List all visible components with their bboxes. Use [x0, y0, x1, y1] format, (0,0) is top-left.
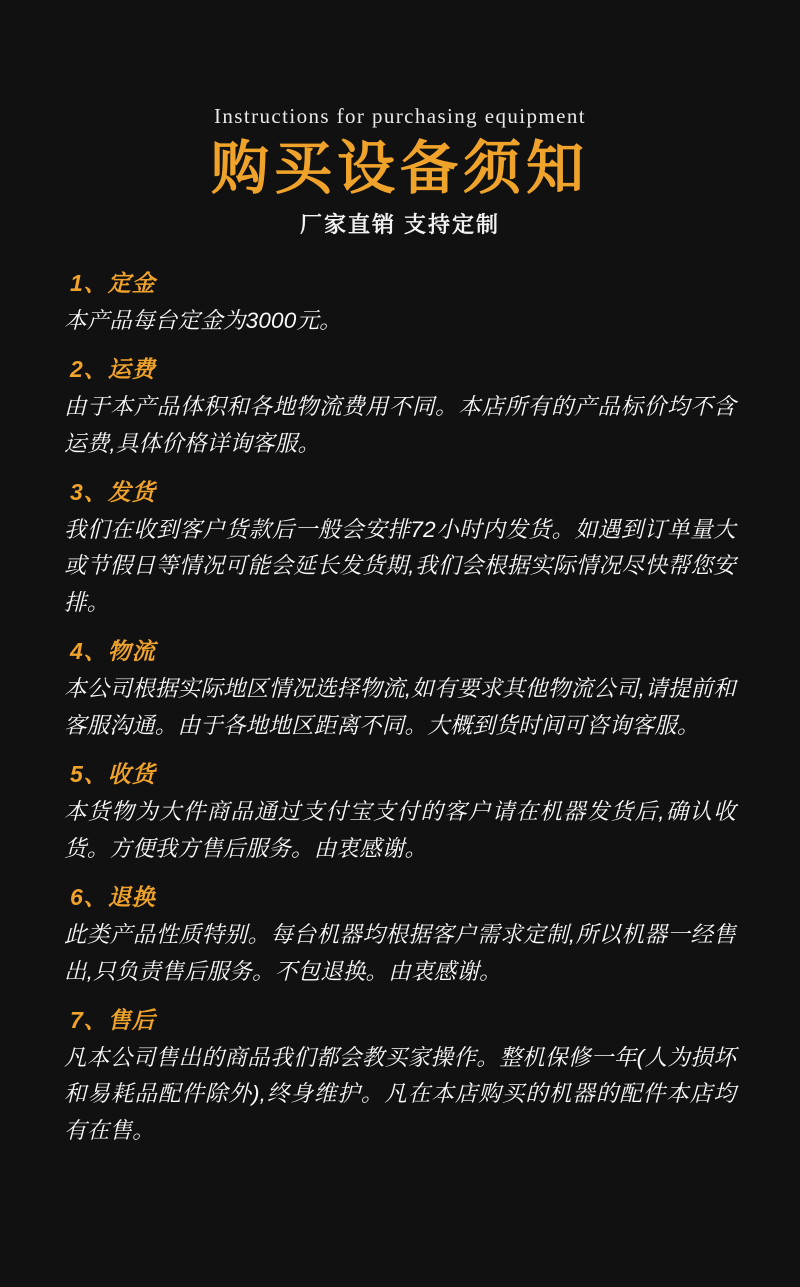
section-text: 由于本产品体积和各地物流费用不同。本店所有的产品标价均不含运费,具体价格详询客服。 — [64, 394, 736, 456]
section-heading: 2、运费 — [70, 356, 156, 383]
section-text: 凡本公司售出的商品我们都会教买家操作。整机保修一年(人为损坏和易耗品配件除外),终身维护。凡在本店购买的机器的配件本店均有在售。 — [64, 1044, 736, 1143]
notice-section-after-sales — [64, 1002, 736, 1149]
section-heading: 1、定金 — [70, 269, 156, 296]
section-text: 本产品每台定金为3000元。 — [64, 307, 342, 333]
notice-section-logistics — [64, 633, 736, 744]
notice-section-receipt — [64, 756, 736, 867]
notice-section-shipping-fee — [64, 351, 736, 462]
header-english-title: Instructions for purchasing equipment — [214, 104, 586, 128]
section-text: 本货物为大件商品通过支付宝支付的客户请在机器发货后,确认收货。方便我方售后服务。由衷感谢。 — [64, 799, 736, 861]
section-text: 我们在收到客户货款后一般会安排72小时内发货。如遇到订单量大或节假日等情况可能会延长发货期,我们会根据实际情况尽快帮您安排。 — [64, 517, 736, 615]
notice-section-returns — [64, 879, 736, 990]
section-text: 本公司根据实际地区情况选择物流,如有要求其他物流公司,请提前和客服沟通。由于各地地区距离不同。大概到货时间可咨询客服。 — [64, 676, 736, 738]
notice-section-deposit — [64, 265, 736, 339]
page-header — [64, 0, 736, 239]
section-heading: 6、退换 — [70, 884, 156, 911]
section-heading: 3、发货 — [70, 479, 156, 505]
notice-section-dispatch — [64, 474, 736, 621]
section-heading: 5、收货 — [70, 761, 156, 788]
page-title: 购买设备须知 — [210, 134, 589, 202]
section-text: 此类产品性质特别。每台机器均根据客户需求定制,所以机器一经售出,只负责售后服务。不包退换。由衷感谢。 — [64, 922, 736, 984]
header-subtitle: 厂家直销 支持定制 — [299, 211, 501, 237]
section-heading: 7、售后 — [70, 1006, 156, 1033]
section-heading: 4、物流 — [70, 638, 156, 665]
notice-sections — [64, 265, 736, 1150]
